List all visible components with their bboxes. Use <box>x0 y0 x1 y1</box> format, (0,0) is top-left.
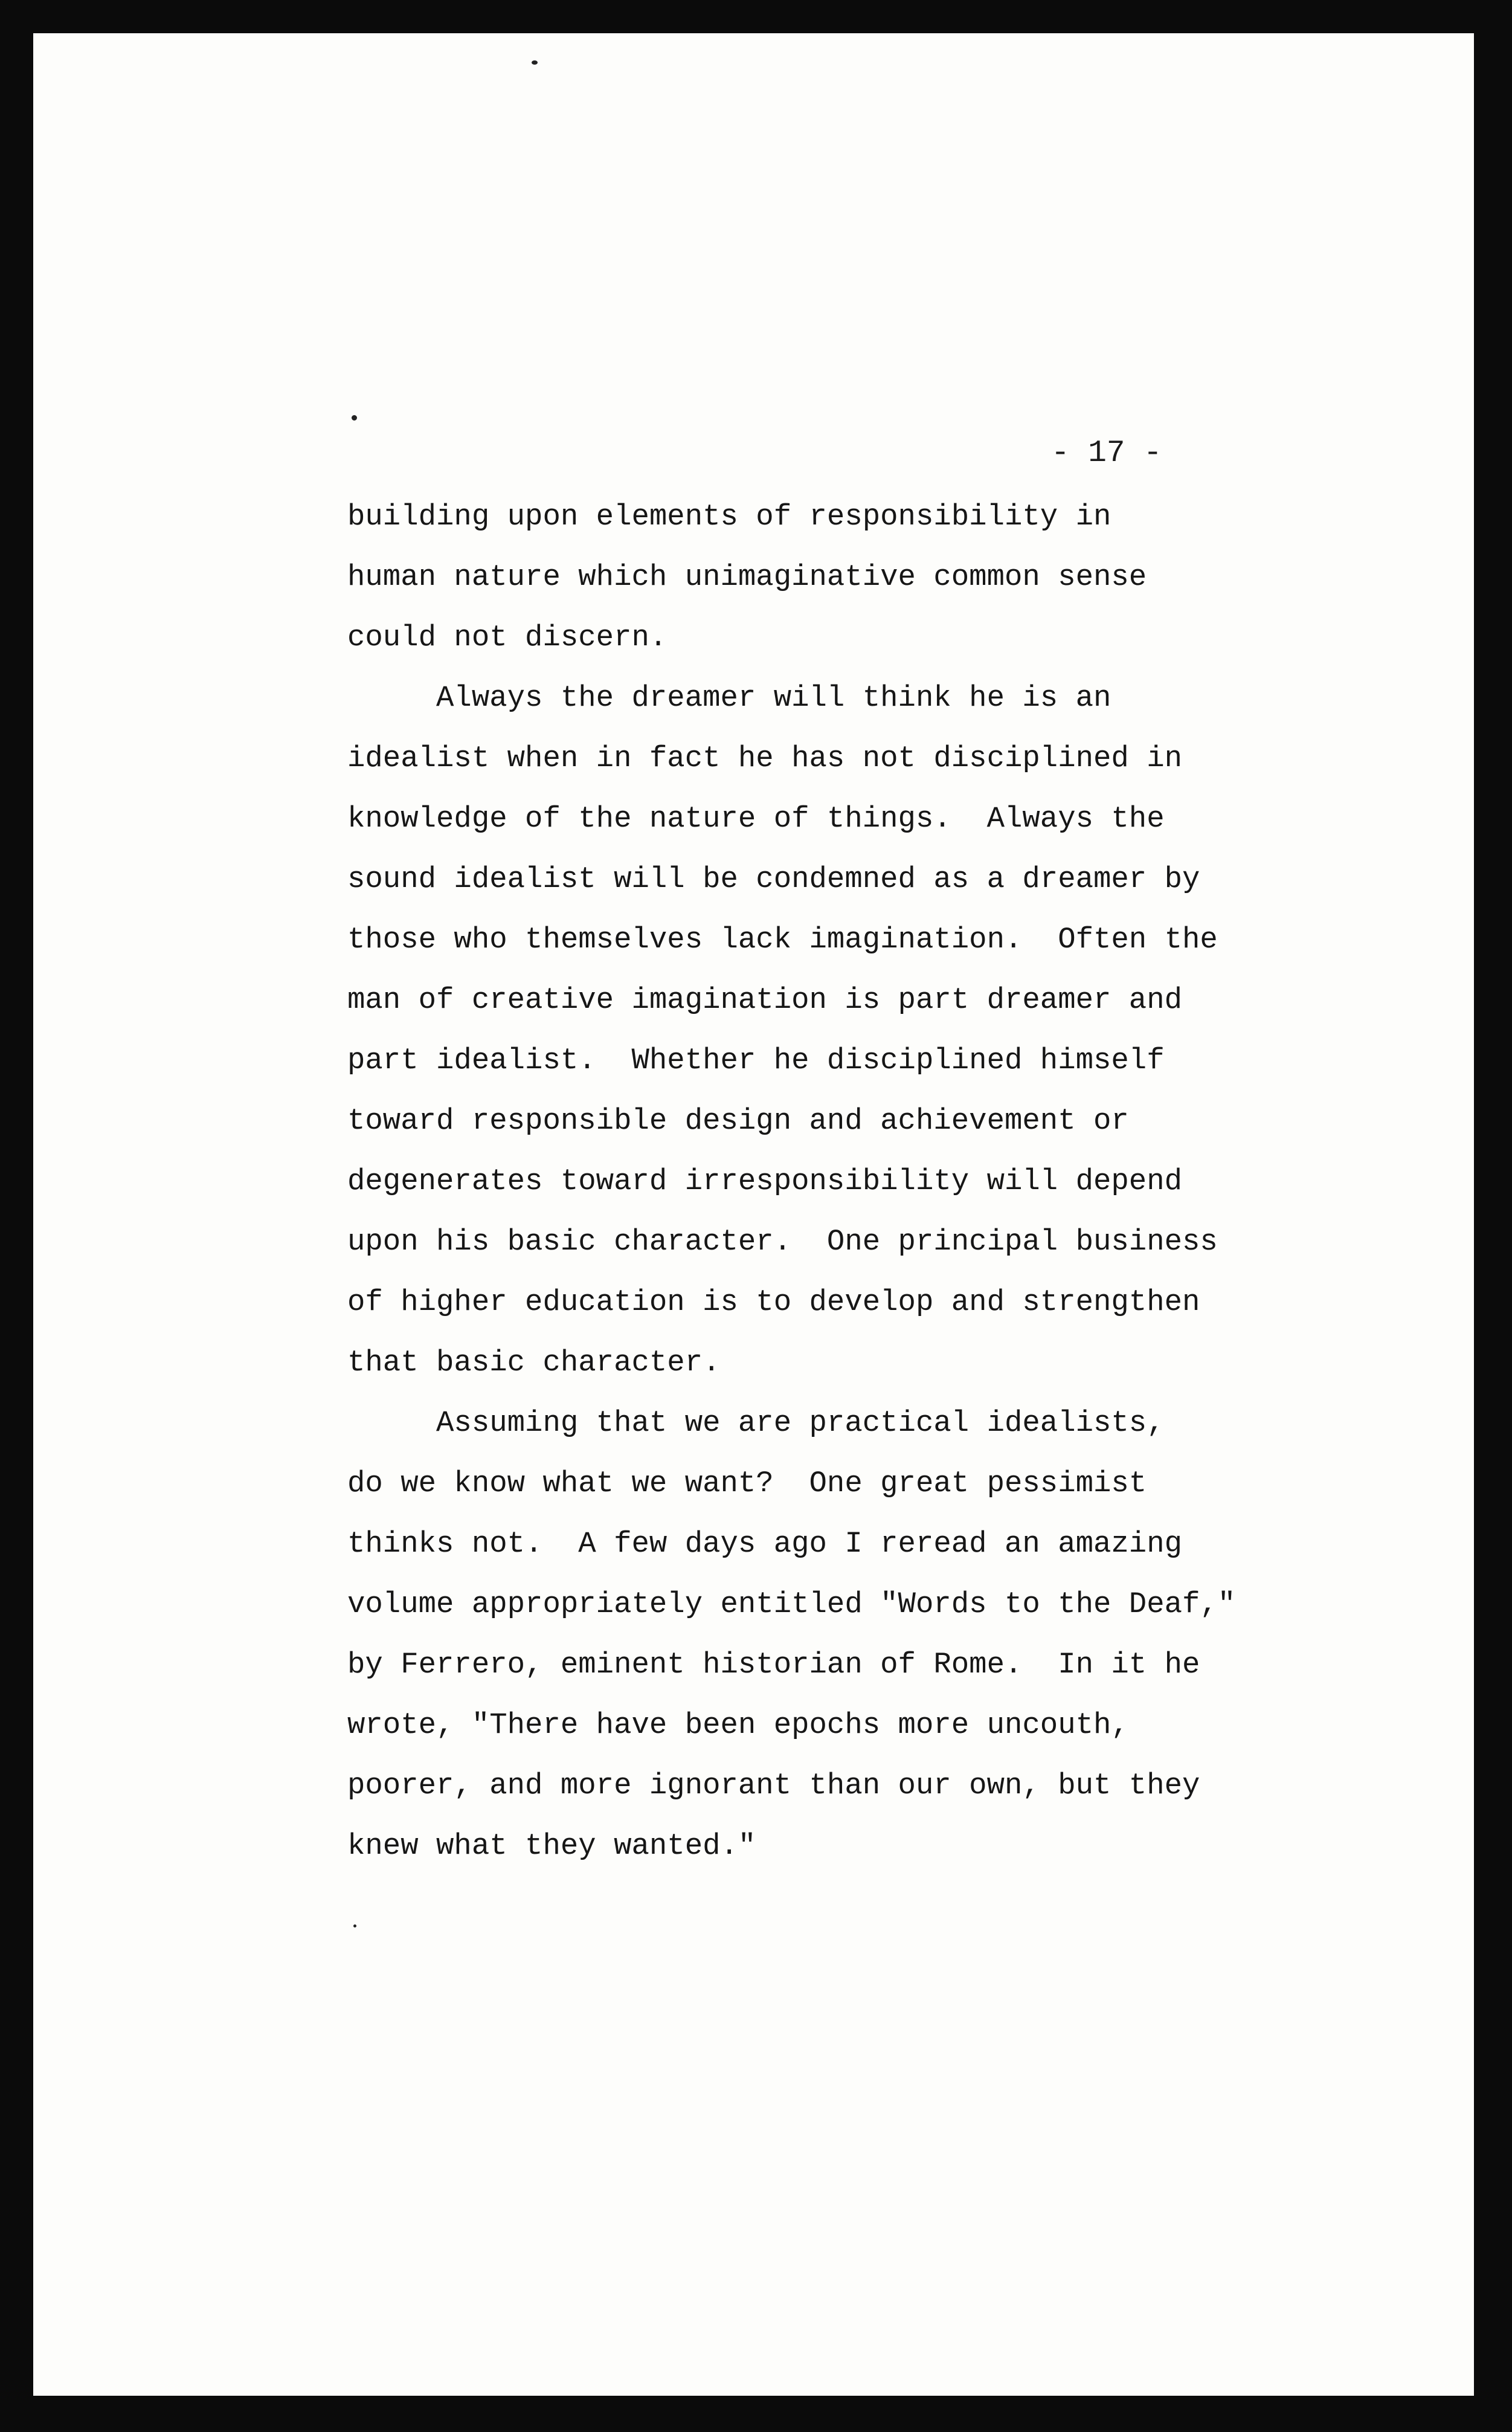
text-line: knowledge of the nature of things. Always the <box>347 802 1165 836</box>
text-line: degenerates toward irresponsibility will depend <box>347 1164 1183 1198</box>
text-line: by Ferrero, eminent historian of Rome. In it he <box>347 1648 1200 1682</box>
text-line: Assuming that we are practical idealists, <box>347 1406 1165 1440</box>
text-line: those who themselves lack imagination. Often the <box>347 923 1218 956</box>
text-line: that basic character. <box>347 1346 721 1379</box>
text-line: Always the dreamer will think he is an <box>347 681 1111 715</box>
page-number: - 17 - <box>1051 436 1162 471</box>
text-line: thinks not. A few days ago I reread an amazing <box>347 1527 1183 1561</box>
body-text <box>347 486 1290 1876</box>
text-line: of higher education is to develop and strengthen <box>347 1285 1200 1319</box>
text-line: building upon elements of responsibility in <box>347 500 1111 534</box>
text-line: volume appropriately entitled "Words to the Deaf," <box>347 1587 1236 1621</box>
text-line: idealist when in fact he has not disciplined in <box>347 741 1183 775</box>
text-line: toward responsible design and achievement or <box>347 1104 1129 1138</box>
text-line: do we know what we want? One great pessimist <box>347 1466 1147 1500</box>
text-line: knew what they wanted." <box>347 1829 756 1863</box>
text-line: poorer, and more ignorant than our own, but they <box>347 1769 1200 1802</box>
text-line: upon his basic character. One principal business <box>347 1225 1218 1259</box>
text-line: wrote, "There have been epochs more uncouth, <box>347 1708 1129 1742</box>
text-line: man of creative imagination is part dreamer and <box>347 983 1183 1017</box>
text-line: could not discern. <box>347 621 668 654</box>
text-line: sound idealist will be condemned as a dreamer by <box>347 862 1200 896</box>
ink-speck <box>532 60 538 65</box>
ink-speck <box>352 415 357 421</box>
ink-speck <box>353 1924 356 1927</box>
text-line: part idealist. Whether he disciplined himself <box>347 1043 1165 1077</box>
text-line: human nature which unimaginative common sense <box>347 560 1147 594</box>
